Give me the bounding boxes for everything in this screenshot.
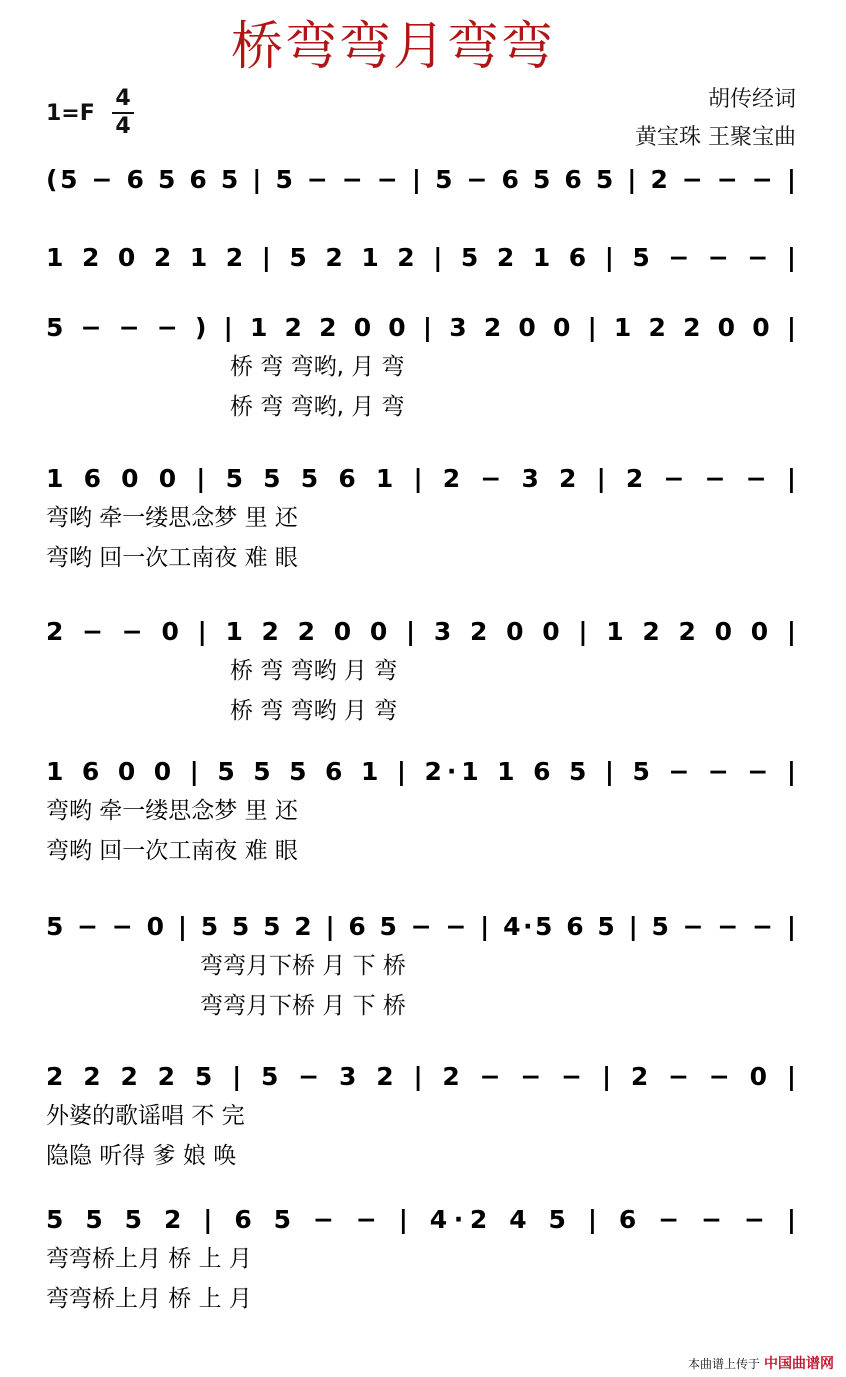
notation-text: (5 − 6 5 6 5 | 5 − − − | 5 − 6 5 6 5 | 2 − − − | [46,165,797,194]
lyric-line [46,1246,252,1272]
notation-text: 1 2 0 2 1 2 | 5 2 1 2 | 5 2 1 6 | 5 − − − | [46,243,796,272]
notation-row [46,243,796,272]
composer-credit: 黄宝珠 王聚宝曲 [635,125,796,150]
lyric-text: 桥 弯 弯哟 月 弯 [230,698,398,724]
notation-text: 5 − − − ) | 1 2 2 0 0 | 3 2 0 0 | 1 2 2 0 0 | [46,313,796,342]
lyric-line [46,798,299,824]
notation-row [46,165,796,194]
lyric-text: 外婆的歌谣唱 不 完 [46,1103,245,1129]
lyric-text: 桥 弯 弯哟, 月 弯 [230,394,405,420]
lyric-line [46,1103,245,1129]
notation-row [46,617,796,646]
lyric-line [200,993,406,1019]
notation-text: 5 5 5 2 | 6 5 − − | 4·2 4 5 | 6 − − − | [46,1205,796,1234]
lyric-line [46,1286,252,1312]
notation-row [46,313,796,342]
notation-text: 2 − − 0 | 1 2 2 0 0 | 3 2 0 0 | 1 2 2 0 0 | [46,617,796,646]
lyric-text: 弯弯月下桥 月 下 桥 [200,993,406,1019]
site-logo: 中国曲谱网 [764,1356,834,1372]
notation-row [46,464,796,493]
lyric-text: 桥 弯 弯哟 月 弯 [230,658,398,684]
notation-row [46,1205,796,1234]
lyric-line [46,545,298,571]
lyric-text: 弯弯桥上月 桥 上 月 [46,1286,252,1312]
notation-text: 2 2 2 2 5 | 5 − 3 2 | 2 − − − | 2 − − 0 | [46,1062,796,1091]
song-title: 桥弯弯月弯弯 [230,17,555,77]
lyric-line [200,953,406,979]
lyric-text: 弯弯月下桥 月 下 桥 [200,953,406,979]
lyric-line [46,838,298,864]
lyric-text: 弯哟 牵一缕思念梦 里 还 [46,798,298,824]
meter-top: 4 [115,86,131,111]
footer-text: 本曲谱上传于 [687,1357,760,1371]
lyric-text: 弯哟 回一次工南夜 难 眼 [46,545,298,571]
meter-bottom: 4 [115,114,131,139]
lyric-line [46,505,299,531]
lyric-text: 弯弯桥上月 桥 上 月 [46,1246,252,1272]
lyricist-credit: 胡传经词 [707,87,796,112]
lyric-line [230,698,397,724]
lyric-text: 桥 弯 弯哟, 月 弯 [230,354,405,380]
notation-text: 5 − − 0 | 5 5 5 2 | 6 5 − − | 4·5 6 5 | 5 − − − | [46,912,796,941]
lyric-line [46,1143,236,1169]
notation-text: 1 6 0 0 | 5 5 5 6 1 | 2 − 3 2 | 2 − − − | [46,464,796,493]
notation-row [46,1062,796,1091]
key-signature: 1=F [46,101,95,126]
lyric-line [230,658,397,684]
lyric-line [230,354,405,380]
upload-footer [688,1353,834,1373]
lyric-text: 弯哟 回一次工南夜 难 眼 [46,838,298,864]
notation-text: 1 6 0 0 | 5 5 5 6 1 | 2·1 1 6 5 | 5 − − − | [46,757,796,786]
lyric-text: 弯哟 牵一缕思念梦 里 还 [46,505,298,531]
notation-row [46,912,796,941]
notation-row [46,757,796,786]
lyric-line [230,394,405,420]
lyric-text: 隐隐 听得 爹 娘 唤 [46,1143,237,1169]
